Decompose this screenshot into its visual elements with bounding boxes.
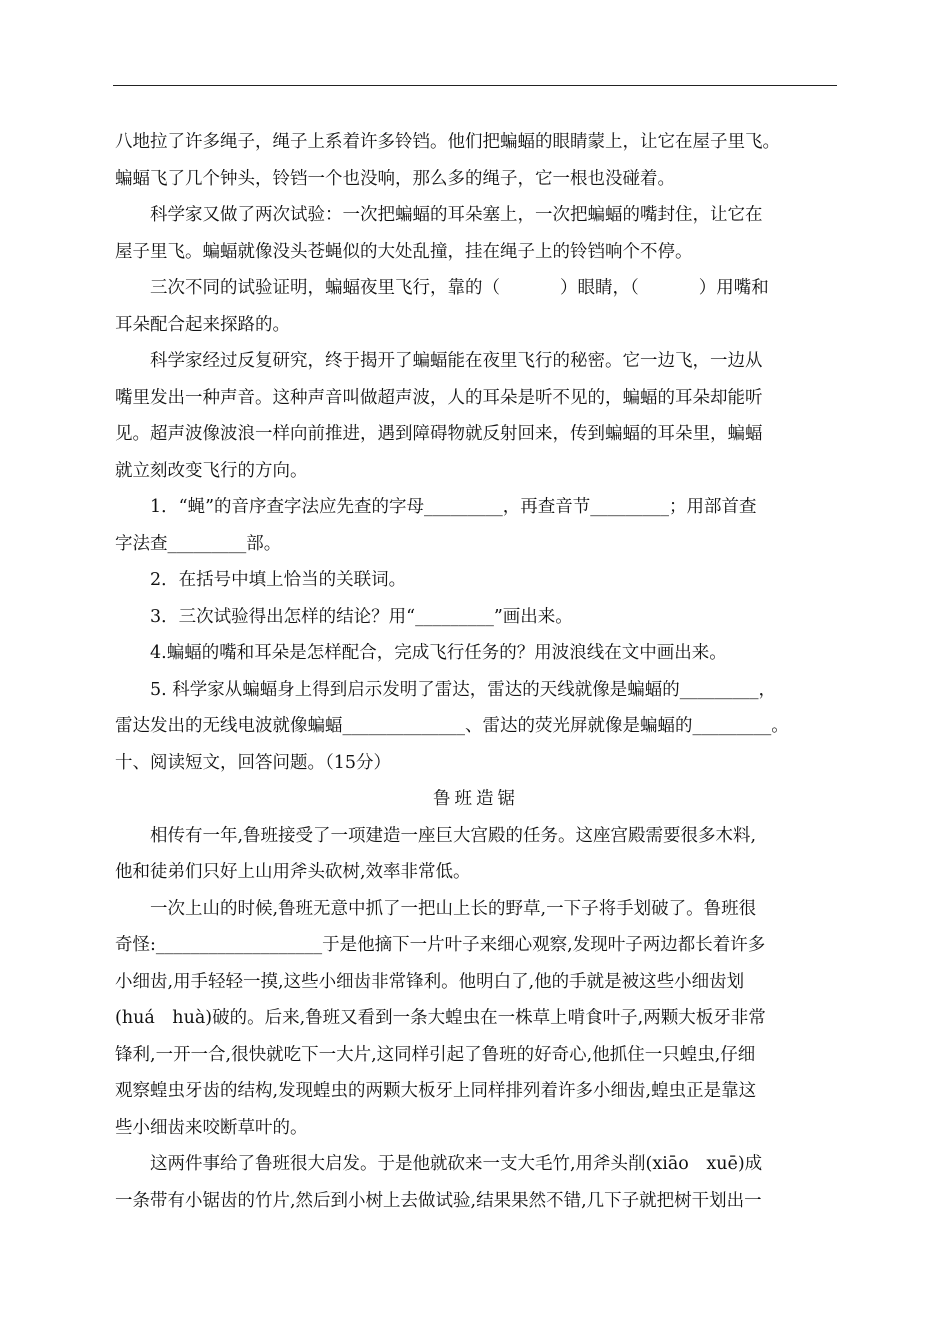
text-line: 科学家经过反复研究，终于揭开了蝙蝠能在夜里飞行的秘密。它一边飞，一边从	[150, 351, 763, 371]
fill-blank-line	[115, 270, 837, 307]
text-segment: ）用嘴和	[698, 278, 769, 298]
section-heading: 十、阅读短文，回答问题。（15分）	[115, 752, 392, 773]
question-line: 雷达发出的无线电波就像蝙蝠______________、雷达的荧光屏就像是蝙蝠的_________。	[115, 716, 789, 736]
text-line: 嘴里发出一种声音。这种声音叫做超声波，人的耳朵是听不见的，蝙蝠的耳朵却能听	[115, 387, 763, 408]
question-line: 3．三次试验得出怎样的结论？用“_________”画出来。	[150, 606, 573, 627]
text-line: 一条带有小锯齿的竹片,然后到小树上去做试验,结果果然不错,几下子就把树干划出一	[115, 1190, 762, 1211]
text-line: 相传有一年,鲁班接受了一项建造一座巨大宫殿的任务。这座宫殿需要很多木料,	[150, 825, 757, 846]
text-line: 蝙蝠飞了几个钟头，铃铛一个也没响，那么多的绳子，它一根也没碰着。	[115, 168, 675, 189]
text-line: 八地拉了许多绳子，绳子上系着许多铃铛。他们把蝙蝠的眼睛蒙上，让它在屋子里飞。	[115, 132, 780, 152]
question-line: 5. 科学家从蝙蝠身上得到启示发明了雷达，雷达的天线就像是蝙蝠的_________，	[150, 679, 777, 700]
text-line: 耳朵配合起来探路的。	[115, 314, 290, 335]
text-segment: 三次不同的试验证明，蝙蝠夜里飞行，靠的（	[150, 278, 500, 298]
text-line: 见。超声波像波浪一样向前推进，遇到障碍物就反射回来，传到蝙蝠的耳朵里，蝙蝠	[115, 424, 763, 444]
story-title: 鲁班造锯	[433, 789, 519, 809]
text-line: (huá huà)破的。后来,鲁班又看到一条大蝗虫在一株草上啃食叶子,两颗大板牙非常	[115, 1008, 766, 1028]
question-line: 1．“蝇”的音序查字法应先查的字母_________，再查音节_________；用部首查	[150, 497, 757, 517]
question-line: 2．在括号中填上恰当的关联词。	[150, 570, 407, 590]
text-line: 科学家又做了两次试验：一次把蝙蝠的耳朵塞上，一次把蝙蝠的嘴封住，让它在	[150, 205, 763, 225]
header-rule	[113, 85, 837, 86]
text-line: 就立刻改变飞行的方向。	[115, 460, 308, 481]
text-line: 小细齿,用手轻轻一摸,这些小细齿非常锋利。他明白了,他的手就是被这些小细齿划	[115, 971, 745, 992]
text-line: 奇怪:___________________于是他摘下一片叶子来细心观察,发现叶子两边都长着许多	[115, 935, 766, 955]
text-line: 锋利,一开一合,很快就吃下一大片,这同样引起了鲁班的好奇心,他抓住一只蝗虫,仔细	[115, 1044, 756, 1065]
text-line: 些小细齿来咬断草叶的。	[115, 1117, 308, 1138]
text-segment: ）眼睛，（	[560, 278, 639, 298]
text-line: 观察蝗虫牙齿的结构,发现蝗虫的两颗大板牙上同样排列着许多小细齿,蝗虫正是靠这	[115, 1081, 757, 1101]
text-line: 屋子里飞。蝙蝠就像没头苍蝇似的大处乱撞，挂在绳子上的铃铛响个不停。	[115, 241, 693, 262]
document-body	[115, 124, 837, 1219]
text-line: 这两件事给了鲁班很大启发。于是他就砍来一支大毛竹,用斧头削(xiāo xuē)成	[150, 1154, 763, 1174]
text-line: 一次上山的时候,鲁班无意中抓了一把山上长的野草,一下子将手划破了。鲁班很	[150, 898, 757, 919]
text-line: 他和徒弟们只好上山用斧头砍树,效率非常低。	[115, 862, 471, 882]
question-line: 4.蝙蝠的嘴和耳朵是怎样配合，完成飞行任务的？用波浪线在文中画出来。	[150, 643, 727, 663]
question-line: 字法查_________部。	[115, 533, 282, 554]
